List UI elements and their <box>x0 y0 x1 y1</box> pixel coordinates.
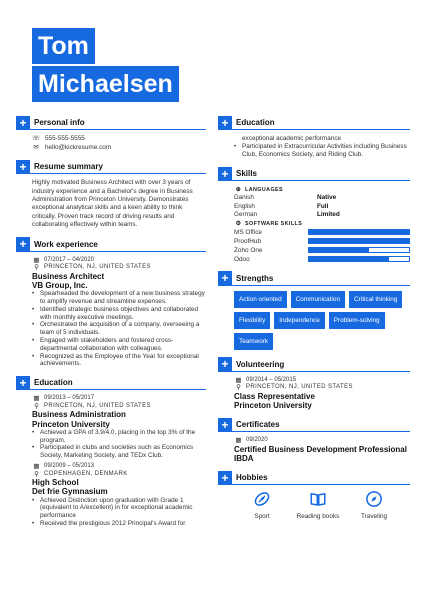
list-item: • Identified strategic business objectives and collaborated with monthly executive meetings. <box>32 306 206 322</box>
skills-section <box>218 167 410 264</box>
list-item: • Spearheaded the development of a new business strategy to amplify revenue and streamline expenses. <box>32 290 206 306</box>
plus-icon: + <box>16 116 30 130</box>
list-item: • Orchestrated the acquisition of a company, overseeing a team of 5 individuals. <box>32 321 206 337</box>
section-title: Volunteering <box>236 359 285 369</box>
skill-bar-fill <box>309 230 409 234</box>
list-item: • Engaged with stakeholders and fostered cross-departmental collaboration with colleagues. <box>32 337 206 353</box>
software-label: ⚙ SOFTWARE SKILLS <box>235 220 303 227</box>
section-title: Resume summary <box>34 162 103 172</box>
edu-bullets <box>234 143 410 159</box>
location-pin-icon: ⚲ <box>34 470 39 478</box>
certificate-org: IBDA <box>234 454 254 464</box>
certificates-section <box>218 418 410 463</box>
certificate-name: Certified Business Development Professional <box>234 444 407 454</box>
list-item: • Received the prestigious 2012 Principal's Award for <box>32 520 206 528</box>
skill-bar-fill <box>309 248 369 252</box>
job-bullets <box>32 290 206 368</box>
calendar-icon: ▦ <box>33 256 40 264</box>
section-title: Education <box>236 118 275 127</box>
education-continued-section <box>218 116 410 159</box>
compass-icon <box>365 490 383 508</box>
strength-tag: Teamwork <box>234 333 273 350</box>
gear-icon: ⚙ <box>235 220 242 227</box>
globe-icon: ⊕ <box>235 187 242 193</box>
list-item: • Achieved Distinction upon graduation with Grade 1 (equivalent to A/excellent) in for exceptional academic performance <box>32 497 206 520</box>
job-dates: ▦ 07/2017 – 04/2020 <box>33 256 95 264</box>
language-row: German Limited <box>234 211 340 219</box>
hobby-label: Traveling <box>360 513 388 521</box>
edu-dates: ▦ 09/2013 – 05/2017 <box>33 395 95 403</box>
list-item: • Participated in Extracurricular Activities including Business Club, Economics Society, and Riding Club. <box>234 143 410 159</box>
phone-icon: ☏ <box>32 135 40 142</box>
section-title: Personal info <box>34 118 85 127</box>
plus-icon: + <box>218 418 232 432</box>
book-icon <box>309 490 327 508</box>
section-title: Education <box>34 378 73 388</box>
edu-bullets <box>32 497 206 528</box>
edu-school: Princeton University <box>32 419 110 429</box>
summary-section <box>16 160 206 229</box>
phone-row <box>32 135 206 144</box>
calendar-icon: ▦ <box>33 462 40 470</box>
location-pin-icon: ⚲ <box>236 384 241 392</box>
edu-school: Det frie Gymnasium <box>32 487 108 497</box>
hobby-item <box>290 490 346 520</box>
list-item: • Participated in clubs and societies such as Economics Society, Marketing Society, and TEDx Club. <box>32 444 206 460</box>
calendar-icon: ▦ <box>235 437 242 445</box>
software-row: ProofHub <box>234 237 410 246</box>
continued-text: exceptional academic performance <box>242 135 342 142</box>
strength-tags <box>218 291 410 350</box>
location-pin-icon: ⚲ <box>34 264 39 272</box>
language-row: Danish Native <box>234 194 337 201</box>
personal-info-section <box>16 116 206 152</box>
section-title: Certificates <box>236 420 280 430</box>
hobby-label: Reading books <box>296 513 340 521</box>
left-column <box>16 116 206 536</box>
envelope-icon: ✉ <box>33 143 39 151</box>
edu-location: ⚲ COPENHAGEN, DENMARK <box>32 471 206 479</box>
software-row: MS Office <box>234 228 410 237</box>
strengths-section <box>218 272 410 350</box>
edu-degree: Business Administration <box>32 410 126 420</box>
list-item: • Achieved a GPA of 3.9/4.0, placing in the top 3% of the program. <box>32 429 206 445</box>
volunteer-location: ⚲ PRINCETON, NJ, UNITED STATES <box>234 384 410 392</box>
skill-bar-fill <box>309 257 389 261</box>
strength-tag: Communication <box>291 291 345 308</box>
work-section <box>16 238 206 369</box>
list-item: • Recognized as the Employee of the Year for exceptional achievements. <box>32 353 206 369</box>
volunteering-section <box>218 358 410 411</box>
strength-tag: Critical thinking <box>349 291 402 308</box>
skill-bar <box>308 256 410 262</box>
language-row: English Full <box>234 202 329 210</box>
plus-icon: + <box>16 376 30 390</box>
volunteer-role: Class Representative <box>234 391 315 401</box>
email-row <box>32 144 206 153</box>
skill-bar <box>308 229 410 235</box>
section-title: Strengths <box>236 273 274 283</box>
calendar-icon: ▦ <box>33 395 40 403</box>
summary-text: Highly motivated Business Architect with over 3 years of industry experience and a Bachelor's degree in Business Administration from Princeton University. Demonstrates exceptional analytical skills and a keen ability to think critically. Proven track record of driving results and collaborating effectively within teams. <box>32 179 193 229</box>
skill-bar <box>308 238 410 244</box>
edu-bullets <box>32 429 206 460</box>
hobby-item <box>234 490 290 520</box>
job-location: ⚲ PRINCETON, NJ, UNITED STATES <box>32 264 206 272</box>
edu-dates: ▦ 09/2009 – 05/2013 <box>33 462 95 470</box>
section-title: Skills <box>236 169 257 178</box>
strength-tag: Flexibility <box>234 312 270 329</box>
skill-bar <box>308 247 410 253</box>
education-section <box>16 376 206 528</box>
hobbies-section <box>218 471 410 520</box>
plus-icon: + <box>16 237 30 251</box>
job-company: VB Group, Inc. <box>32 281 88 291</box>
strength-tag: Problem-solving <box>329 312 385 329</box>
volunteer-org: Princeton University <box>234 401 312 411</box>
plus-icon: + <box>218 357 232 371</box>
skill-bar-fill <box>309 239 409 243</box>
plus-icon: + <box>218 271 232 285</box>
volunteer-dates: ▦ 09/2014 – 05/2015 <box>235 376 297 384</box>
section-title: Work experience <box>34 239 98 249</box>
job-role: Business Architect <box>32 271 105 281</box>
software-row: Zoho One <box>234 246 410 255</box>
hobby-item <box>346 490 402 520</box>
edu-location: ⚲ PRINCETON, NJ, UNITED STATES <box>32 403 206 411</box>
edu-degree: High School <box>32 478 79 488</box>
hobby-list <box>218 490 410 520</box>
languages-label: ⊕ LANGUAGES <box>235 187 284 193</box>
calendar-icon: ▦ <box>235 376 242 384</box>
strength-tag: Action oriented <box>234 291 287 308</box>
plus-icon: + <box>218 167 232 181</box>
right-column <box>218 116 410 528</box>
last-name: Michaelsen <box>32 66 179 102</box>
football-icon <box>253 490 271 508</box>
plus-icon: + <box>16 160 30 174</box>
email-value: hello@kickresume.com <box>45 143 112 151</box>
section-title: Hobbies <box>236 473 268 483</box>
plus-icon: + <box>218 116 232 130</box>
location-pin-icon: ⚲ <box>34 402 39 410</box>
plus-icon: + <box>218 471 232 485</box>
certificate-date: ▦ 09/2020 <box>235 437 268 445</box>
software-row: Odoo <box>234 255 410 264</box>
phone-value: 555-555-5555 <box>45 135 85 142</box>
strength-tag: Independence <box>274 312 325 329</box>
first-name: Tom <box>32 28 95 64</box>
hobby-label: Sport <box>254 513 270 521</box>
